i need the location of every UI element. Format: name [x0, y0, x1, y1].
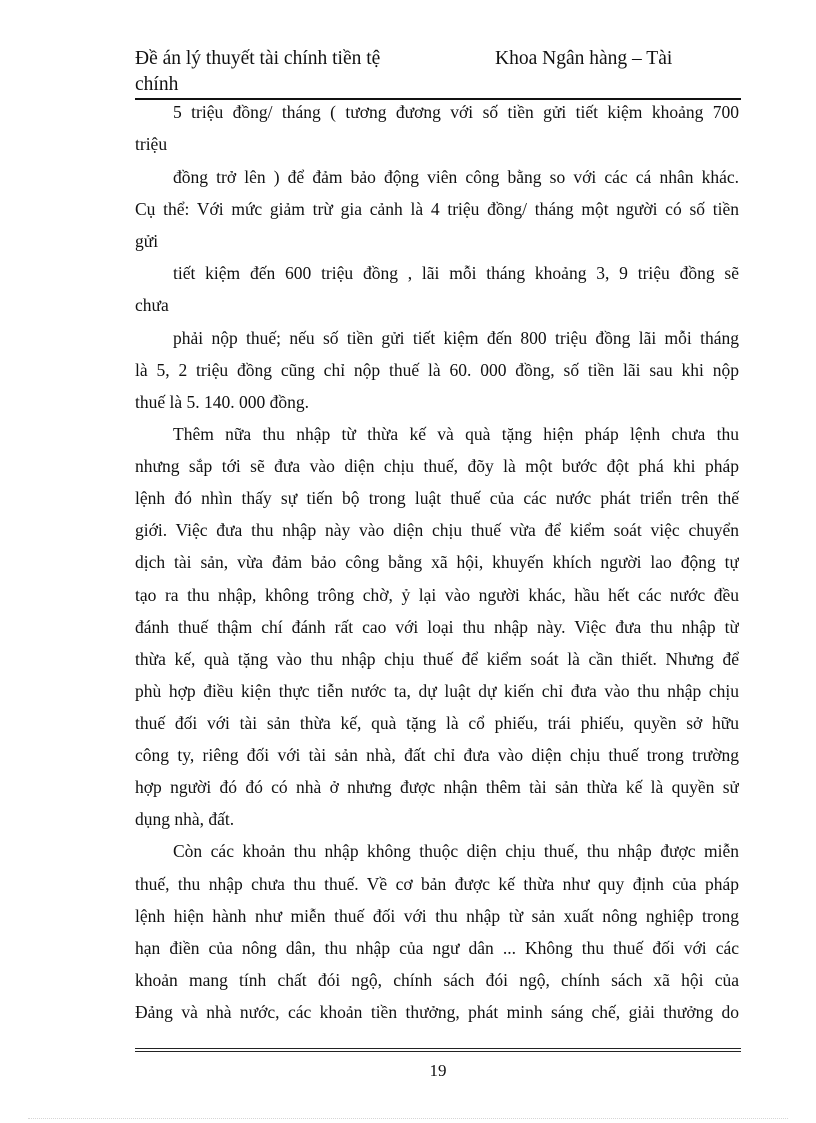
text-line: tạo ra thu nhập, không trông chờ, ỷ lại vào người khác, hầu hết các nước đều [135, 585, 739, 605]
page-number: 19 [429, 1061, 447, 1080]
text-line: thừa kế, quà tặng vào thu nhập chịu thuế để kiểm soát là cần thiết. Nhưng để [135, 649, 739, 669]
header-department: Khoa Ngân hàng – Tài [495, 48, 673, 69]
text-line: 5 triệu đồng/ tháng ( tương đương với số tiền gửi tiết kiệm khoảng 700 [173, 102, 739, 122]
text-line: hạn điền của nông dân, thu nhập của ngư dân ... Không thu thuế đối với các [135, 938, 739, 958]
text-line: thuế là 5. 140. 000 đồng. [135, 392, 310, 412]
text-line: chưa [135, 295, 169, 315]
text-line: là 5, 2 triệu đồng cũng chỉ nộp thuế là 60. 000 đồng, số tiền lãi sau khi nộp [135, 360, 739, 380]
text-line: tiết kiệm đến 600 triệu đồng , lãi mỗi tháng khoảng 3, 9 triệu đồng sẽ [173, 263, 739, 283]
page-bottom-edge [28, 1118, 788, 1119]
text-line: thuế đối với tài sản thừa kế, quà tặng là cổ phiếu, trái phiếu, quyền sở hữu [135, 713, 739, 733]
text-line: dụng nhà, đất. [135, 809, 235, 829]
header-document-title: Đề án lý thuyết tài chính tiền tệ [135, 48, 381, 69]
text-line: lệnh đó nhìn thấy sự tiến bộ trong luật thuế của các nước phát triển trên thế [135, 488, 739, 508]
text-line: Thêm nữa thu nhập từ thừa kế và quà tặng hiện pháp lệnh chưa thu [173, 424, 739, 444]
text-line: công ty, riêng đối với tài sản nhà, đất chỉ đưa vào diện chịu thuế trong trường [135, 745, 739, 765]
text-line: khoản mang tính chất đói ngộ, chính sách đói ngộ, chính sách xã hội của [135, 970, 739, 990]
header-department-continued: chính [135, 74, 179, 95]
text-line: thuế, thu nhập chưa thu thuế. Về cơ bản được kế thừa như quy định của pháp [135, 874, 739, 894]
text-line: hợp người đó đó có nhà ở nhưng được nhận thêm tài sản thừa kế là quyền sử [135, 777, 739, 797]
text-line: phải nộp thuế; nếu số tiền gửi tiết kiệm đến 800 triệu đồng lãi mỗi tháng [173, 328, 739, 348]
footer-divider-top [135, 1048, 741, 1049]
text-line: đồng trở lên ) để đảm bảo động viên công bằng so với các cá nhân khác. [173, 167, 739, 187]
text-line: lệnh hiện hành như miễn thuế đối với thu nhập từ sản xuất nông nghiệp trong [135, 906, 739, 926]
text-line: Còn các khoản thu nhập không thuộc diện chịu thuế, thu nhập được miễn [173, 841, 739, 861]
text-line: đánh thuế thậm chí đánh rất cao với loại thu nhập này. Việc đưa thu nhập từ [135, 617, 739, 637]
text-line: dịch tài sản, vừa đảm bảo công bằng xã hội, khuyến khích người lao động tự [135, 552, 739, 572]
footer-divider-bottom [135, 1051, 741, 1052]
text-line: gửi [135, 231, 159, 251]
text-line: nhưng sắp tới sẽ đưa vào diện chịu thuế, đõy là một bước đột phá khi pháp [135, 456, 739, 476]
text-line: Cụ thể: Với mức giảm trừ gia cảnh là 4 triệu đồng/ tháng một người có số tiền [135, 199, 739, 219]
text-line: giới. Việc đưa thu nhập này vào diện chịu thuế vừa để kiểm soát việc chuyển [135, 520, 739, 540]
text-line: triệu [135, 134, 168, 154]
text-line: phù hợp điều kiện thực tiễn nước ta, dự luật dự kiến chỉ đưa vào thu nhập chịu [135, 681, 739, 701]
text-line: Đảng và nhà nước, các khoản tiền thưởng, phát minh sáng chế, giải thưởng do [135, 1002, 739, 1022]
